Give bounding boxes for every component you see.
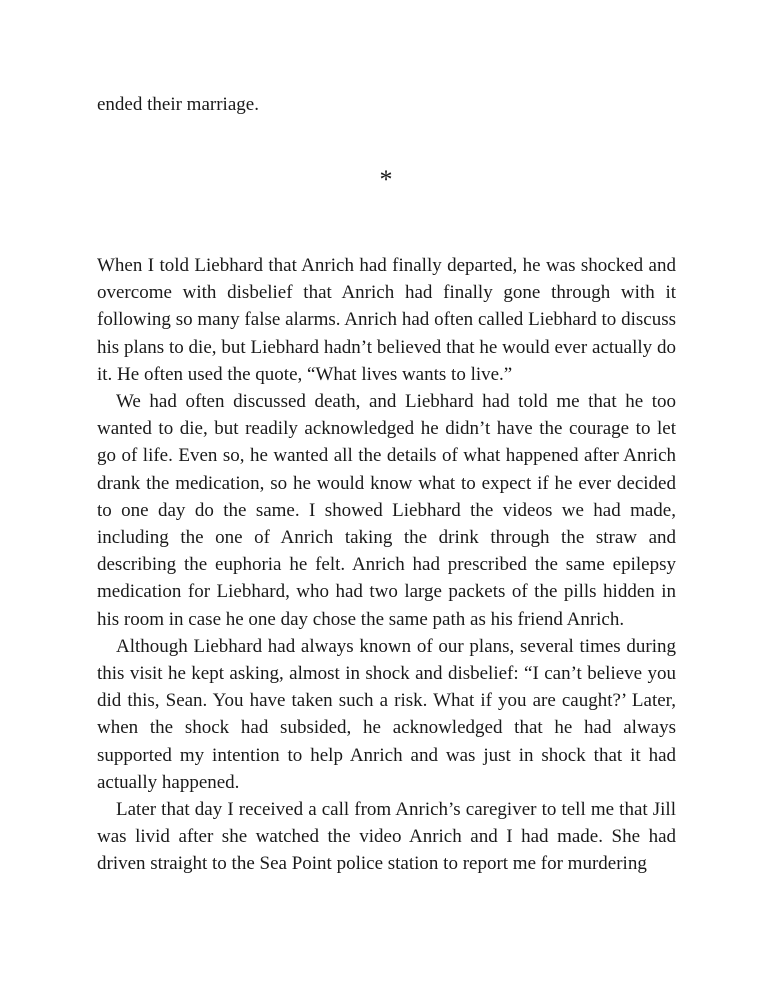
opening-line: ended their marriage. — [97, 94, 259, 115]
paragraph: Later that day I received a call from Anrich’s caregiver to tell me that Jill was livid after she watched the video Anrich and I had made. She had driven straight to the Sea Point police station to report me for murdering — [97, 799, 676, 875]
paragraph: When I told Liebhard that Anrich had finally departed, he was shocked and overcome with disbelief that Anrich had finally gone through with it following so many false alarms. Anrich had often called Liebhard to discuss his plans to die, but Liebhard hadn’t believed that he would ever actually do it. He often used the quote, “What lives wants to live.” — [97, 255, 676, 385]
body-text — [97, 252, 676, 878]
paragraph: We had often discussed death, and Liebhard had told me that he too wanted to die, but readily acknowledged he didn’t have the courage to let go of life. Even so, he wanted all the details of what happened after Anrich drank the medication, so he would know what to expect if he ever decided to one day do the same. I showed Liebhard the videos we had made, including the one of Anrich taking the drink through the straw and describing the euphoria he felt. Anrich had prescribed the same epilepsy medication for Liebhard, who had two large packets of the pills hidden in his room in case he one day chose the same path as his friend Anrich. — [97, 391, 676, 630]
section-separator: * — [379, 165, 393, 194]
paragraph: Although Liebhard had always known of our plans, several times during this visit he kept asking, almost in shock and disbelief: “I can’t believe you did this, Sean. You have taken such a risk. What if you are caught?’ Later, when the shock had subsided, he acknowledged that he had always supported my intention to help Anrich and was just in shock that it had actually happened. — [97, 635, 676, 793]
